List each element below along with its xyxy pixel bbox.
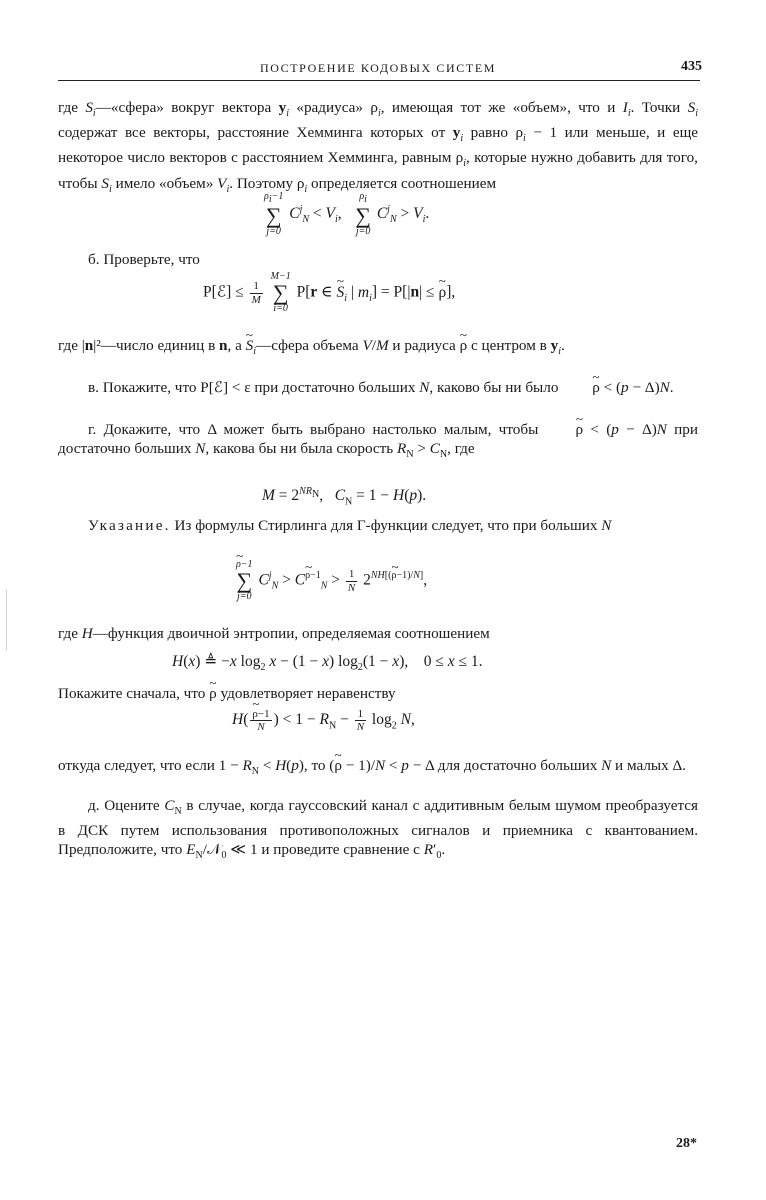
item-d: д. Оцените $C_N$ в случае, когда гауссовский канал с аддитивным белым шумом преобразуется в ДСК путем использования противоположных сигналов и приемника с квантованием. Предположите, что $E_N/𝒩_0$ ≪ 1 и проведите сравнение с $R'_0$. (58, 797, 698, 862)
formula-rate: $M = 2^{NR_N}$, $C_N = 1 - H(p)$. (262, 486, 427, 508)
paragraph-sphere-volume: где |n|²—число единиц в n, а ~ $S_i—сфера$ объема V/M и радиуса ~ ρ с центром в $y_i$. (58, 336, 698, 361)
hint-text: Из формулы Стирлинга для Г-функции следует, что при больших N (174, 517, 612, 534)
item-v: в. Покажите, что P[ℰ] < ε при достаточно больших N, каково бы ни было ~ ρ < (p − Δ)N. (58, 378, 698, 397)
hint-paragraph (58, 516, 698, 535)
hint-label: Указание. (88, 517, 171, 534)
page-number: 435 (681, 59, 702, 74)
header-rule (58, 80, 700, 81)
chapter-title: ПОСТРОЕНИЕ КОДОВЫХ СИСТЕМ (259, 61, 497, 75)
paragraph-sphere-definition: где $S_i—«сфера$» вокруг вектора $y_i$ «радиуса» $\rho_i$, имеющая тот же «объем», что и $I_i$. Точки $S_i$ содержат все векторы, расстояние Хемминга которых от $y_i$ равно $\rho_i - 1$ или меньше, и еще некоторое число векторов с расстоянием Хемминга, равным $\rho_i$, которые нужно добавить для того, чтобы $S_i$ имело «объем» $V_i$. Поэтому $\rho_i$ определяется соотношением (58, 99, 698, 195)
signature-mark: 28* (676, 1136, 697, 1151)
formula-error-bound: P[ℰ] ≤ $\frac{1}{M}$ M−1 ∑ i=0 P[r ∈ ~ $S_i$ | $m_i] = P[|n|$ ≤ ~ ρ], (203, 272, 455, 314)
formula-sphere-radius: $\rho_i-1$ ∑ j=0 $C^j_N < V_i$, $\rho_i$ ∑ j=0 $C^j_N > V_i$. (264, 191, 430, 237)
running-header (58, 58, 702, 80)
formula-inequality: H( ~ $\frac{\rho-1}{N}$ ) < $1 - R_N$ − $\frac{1}{N}$ $\log_2 N$, (232, 708, 415, 733)
paragraph-consequence: откуда следует, что если $1 - R_N < H(p)$, то (~ ρ − 1)/N < p − Δ для достаточно больших N и малых Δ. (58, 756, 698, 781)
item-g: г. Докажите, что Δ может быть выбрано настолько малым, чтобы ~ ρ < (p − Δ)N при достаточно больших N, какова бы ни была скорость $R_N > C_N$, где (58, 420, 698, 464)
item-b: б. Проверьте, что (88, 251, 200, 268)
formula-binary-entropy: H(x) ≜ −x $\log_2 x - (1 - x) \log_2(1 - x)$, 0 ≤ x ≤ 1. (172, 653, 483, 674)
formula-stirling: ~ ρ−1 ∑ j=0 $C^j_N$ > C~ $^{\rho-1}_N$ > $\frac{1}{N}$ $2^{NH[(\sim \rho-1)/N]}$, (234, 560, 427, 602)
paragraph-inequality-intro: Покажите сначала, что ~ ρ удовлетворяет неравенству (58, 684, 698, 703)
scan-artifact (6, 590, 7, 650)
paragraph-entropy: где H—функция двоичной энтропии, определяемая соотношением (58, 625, 490, 642)
